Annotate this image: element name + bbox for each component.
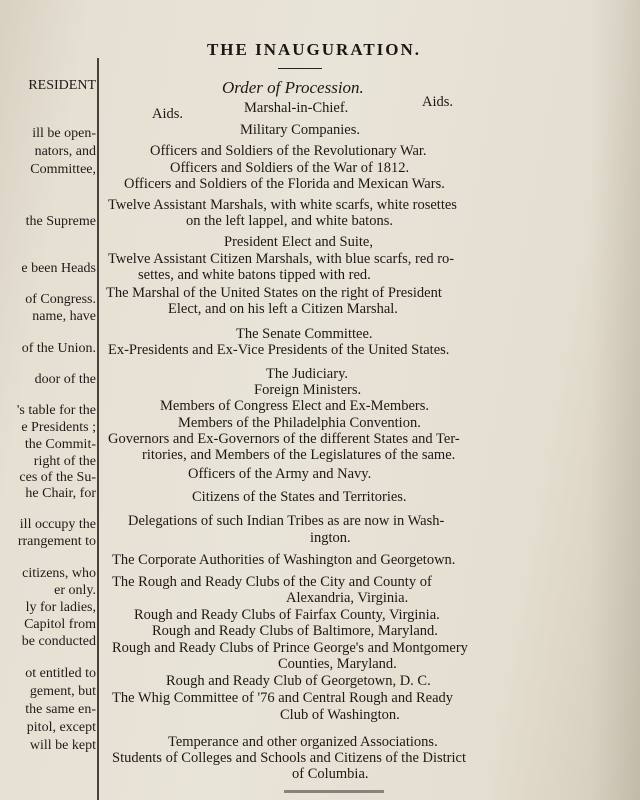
procession-line: Citizens of the States and Territories. bbox=[192, 489, 407, 505]
procession-line: The Whig Committee of '76 and Central Rough and Ready bbox=[112, 690, 454, 706]
left-column-line: 's table for the bbox=[16, 403, 96, 418]
procession-line: Military Companies. bbox=[240, 122, 361, 138]
procession-line: Temperance and other organized Associations. bbox=[168, 734, 438, 750]
left-column-line: Capitol from bbox=[24, 617, 96, 632]
procession-line: Twelve Assistant Marshals, with white scarfs, white rosettes bbox=[108, 197, 457, 213]
procession-line: Rough and Ready Club of Georgetown, D. C. bbox=[166, 673, 431, 689]
procession-line: Delegations of such Indian Tribes as are now in Wash- bbox=[128, 513, 445, 529]
left-column-line: ill be open- bbox=[32, 126, 96, 141]
procession-line: Counties, Maryland. bbox=[278, 656, 397, 672]
article-subtitle: Order of Procession. bbox=[222, 78, 364, 97]
left-column-line: e Presidents ; bbox=[21, 420, 96, 435]
marshal-label: Marshal-in-Chief. bbox=[244, 100, 349, 116]
left-column-line: right of the bbox=[33, 454, 96, 469]
procession-line: Officers and Soldiers of the Florida and Mexican Wars. bbox=[124, 176, 445, 192]
procession-line: Foreign Ministers. bbox=[254, 382, 362, 398]
left-column bbox=[0, 0, 96, 800]
procession-line: Ex-Presidents and Ex-Vice Presidents of the United States. bbox=[108, 342, 450, 358]
procession-line: Officers and Soldiers of the War of 1812. bbox=[170, 160, 410, 176]
left-column-line: be conducted bbox=[21, 634, 96, 649]
procession-line: Members of the Philadelphia Convention. bbox=[178, 415, 421, 431]
cut-off-heading bbox=[284, 790, 384, 800]
left-column-line: name, have bbox=[32, 309, 96, 324]
left-column-line: of the Union. bbox=[21, 341, 96, 356]
procession-line: Twelve Assistant Citizen Marshals, with blue scarfs, red ro- bbox=[108, 251, 455, 267]
left-column-line: the same en- bbox=[25, 702, 96, 717]
procession-line: settes, and white batons tipped with red. bbox=[138, 267, 371, 283]
left-column-line: will be kept bbox=[29, 738, 96, 753]
aids-label-right: Aids. bbox=[422, 94, 454, 110]
procession-line: ritories, and Members of the Legislatures of the same. bbox=[142, 447, 456, 463]
article-column bbox=[104, 0, 574, 800]
left-column-line: of Congress. bbox=[25, 292, 96, 307]
column-rule bbox=[97, 58, 99, 800]
left-column-line: RESIDENT bbox=[28, 78, 96, 93]
procession-line: The Rough and Ready Clubs of the City and County of bbox=[112, 574, 432, 590]
procession-line: Alexandria, Virginia. bbox=[286, 590, 409, 606]
procession-line: on the left lappel, and white batons. bbox=[186, 213, 393, 229]
page-edge-shadow bbox=[590, 0, 640, 800]
procession-line: President Elect and Suite, bbox=[224, 234, 373, 250]
procession-line: The Judiciary. bbox=[266, 366, 349, 382]
left-column-line: the Supreme bbox=[25, 214, 96, 229]
left-column-line: citizens, who bbox=[22, 566, 96, 581]
left-column-line: gement, but bbox=[29, 684, 96, 699]
article-title: THE INAUGURATION. bbox=[206, 40, 422, 59]
procession-line: Officers of the Army and Navy. bbox=[188, 466, 372, 482]
left-column-line: the Commit- bbox=[24, 437, 96, 452]
left-column-line: ly for ladies, bbox=[25, 600, 96, 615]
procession-line: Club of Washington. bbox=[280, 707, 400, 723]
procession-line: of Columbia. bbox=[292, 766, 369, 782]
aids-label-left: Aids. bbox=[152, 106, 184, 122]
procession-line: Rough and Ready Clubs of Baltimore, Maryland. bbox=[152, 623, 438, 639]
left-column-line: nators, and bbox=[34, 144, 96, 159]
procession-line: ington. bbox=[310, 530, 351, 546]
procession-line: Elect, and on his left a Citizen Marshal. bbox=[168, 301, 398, 317]
left-column-line: ces of the Su- bbox=[19, 470, 96, 485]
left-column-line: pitol, except bbox=[26, 720, 96, 735]
left-column-line: er only. bbox=[54, 583, 96, 598]
procession-line: Governors and Ex-Governors of the different States and Ter- bbox=[108, 431, 460, 447]
procession-line: The Senate Committee. bbox=[236, 326, 373, 342]
title-rule bbox=[278, 68, 322, 69]
left-column-line: ot entitled to bbox=[25, 666, 96, 681]
left-column-line: Committee, bbox=[30, 162, 96, 177]
procession-line: The Corporate Authorities of Washington and Georgetown. bbox=[112, 552, 456, 568]
left-column-line: door of the bbox=[34, 372, 96, 387]
procession-line: Rough and Ready Clubs of Prince George's and Montgomery bbox=[112, 640, 468, 656]
left-column-line: ill occupy the bbox=[19, 517, 96, 532]
left-column-line: he Chair, for bbox=[25, 486, 96, 501]
procession-line: Students of Colleges and Schools and Citizens of the District bbox=[112, 750, 466, 766]
left-column-line: e been Heads bbox=[21, 261, 96, 276]
left-column-line: rrangement to bbox=[17, 534, 96, 549]
procession-line: The Marshal of the United States on the right of President bbox=[106, 285, 442, 301]
procession-line: Officers and Soldiers of the Revolutionary War. bbox=[150, 143, 427, 159]
procession-line: Members of Congress Elect and Ex-Members. bbox=[160, 398, 429, 414]
procession-line: Rough and Ready Clubs of Fairfax County, Virginia. bbox=[134, 607, 440, 623]
